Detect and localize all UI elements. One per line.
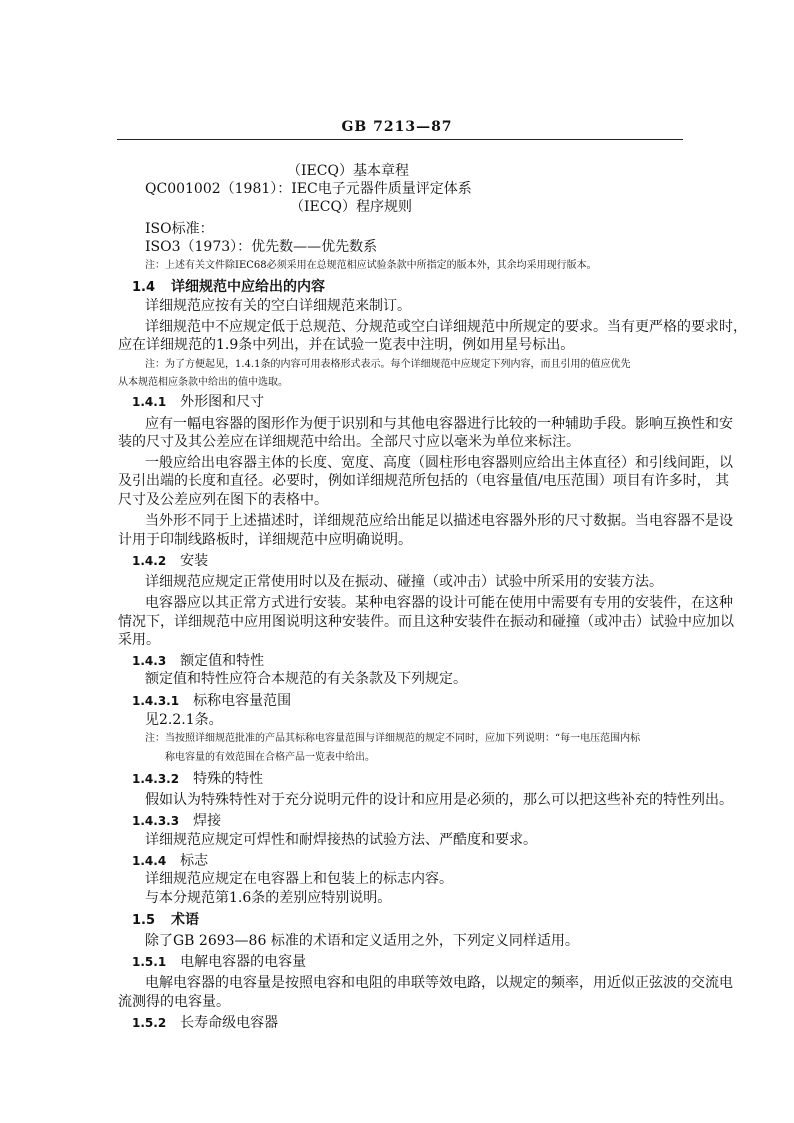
section-heading [132, 652, 264, 670]
section-number: 1.4.4 [132, 854, 167, 868]
paragraph-line: 电容器应以其正常方式进行安装。某种电容器的设计可能在使用中需要有专用的安装件，在这种 [145, 595, 733, 611]
section-title: 标志 [180, 853, 209, 869]
header-rule [117, 139, 683, 140]
section-title: 电解电容器的电容量 [180, 954, 307, 970]
paragraph-line: 及引出端的长度和直径。必要时，例如详细规范所包括的（电容量值/电压范围）项目有许多时， 其 [118, 473, 730, 489]
note-text: 注：为了方便起见，1.4.1条的内容可用表格形式表示。每个详细规范中应规定下列内容，而且引用的值应优先 [145, 359, 631, 370]
section-title: 标称电容量范围 [193, 693, 292, 709]
section-number: 1.5.1 [132, 955, 167, 969]
section-heading [132, 278, 325, 297]
ref-line: QC001002（1981）：IEC电子元器件质量评定体系 [145, 181, 472, 197]
section-number: 1.5 [132, 913, 156, 928]
section-title: 安装 [180, 553, 209, 569]
section-title: 焊接 [193, 813, 222, 829]
page-header: GB 7213—87 [341, 119, 453, 135]
paragraph-line: 尺寸及公差应列在图下的表格中。 [118, 492, 328, 508]
section-title: 详细规范中应给出的内容 [171, 279, 326, 295]
section-heading [132, 852, 208, 870]
paragraph-line: 详细规范应按有关的空白详细规范来制订。 [145, 298, 411, 314]
paragraph-line: 额定值和特性应符合本规范的有关条款及下列规定。 [145, 671, 467, 687]
note-text: 注：当按照详细规范批准的产品其标称电容量范围与详细规范的规定不同时，应加下列说明：“每一电压范围内标 [145, 733, 641, 744]
section-title: 长寿命级电容器 [180, 1015, 279, 1031]
paragraph-line: 装的尺寸及其公差应在详细规范中给出。全部尺寸应以毫米为单位来标注。 [118, 434, 580, 450]
section-number: 1.4.3.1 [132, 694, 180, 708]
section-title: 特殊的特性 [193, 771, 264, 787]
section-title: 术语 [171, 912, 200, 928]
paragraph-line: 详细规范应规定在电容器上和包装上的标志内容。 [145, 871, 453, 887]
section-heading [132, 393, 264, 411]
paragraph-line: 情况下，详细规范中应用图说明这种安装件。而且这种安装件在振动和碰撞（或冲击）试验中应加以 [118, 614, 734, 630]
section-title: 外形图和尺寸 [180, 394, 265, 410]
paragraph-line: 除了GB 2693—86 标准的术语和定义适用之外，下列定义同样适用。 [145, 933, 579, 949]
section-heading [132, 692, 291, 710]
section-heading [132, 911, 199, 930]
paragraph-line: 采用。 [118, 632, 160, 648]
paragraph-line: 详细规范应规定正常使用时以及在振动、碰撞（或冲击）试验中所采用的安装方法。 [145, 574, 663, 590]
section-number: 1.4 [132, 280, 156, 295]
note-text: 从本规范相应条款中给出的值中选取。 [118, 377, 288, 388]
paragraph-line: 一般应给出电容器主体的长度、宽度、高度（圆柱形电容器则应给出主体直径）和引线间距，以 [145, 455, 733, 471]
note-text: 称电容量的有效范围在合格产品一览表中给出。 [165, 752, 375, 763]
ref-line: ISO标准： [145, 221, 214, 237]
ref-line: （IECQ）基本章程 [287, 163, 409, 179]
paragraph-line: 流测得的电容量。 [118, 994, 230, 1010]
paragraph-line: 计用于印制线路板时，详细规范中应明确说明。 [118, 532, 412, 548]
section-heading [132, 812, 221, 830]
paragraph-line: 假如认为特殊特性对于充分说明元件的设计和应用是必须的，那么可以把这些补充的特性列出。 [145, 792, 733, 808]
paragraph-line: 应有一幅电容器的图形作为便于识别和与其他电容器进行比较的一种辅助手段。影响互换性和安 [145, 416, 733, 432]
paragraph-line: 电解电容器的电容量是按照电容和电阻的串联等效电路，以规定的频率，用近似正弦波的交流电 [145, 975, 733, 991]
section-title: 额定值和特性 [180, 653, 265, 669]
section-heading [132, 953, 306, 971]
note-text: 注：上述有关文件除IEC68必须采用在总规范相应试验条款中所指定的版本外，其余均采用现行版本。 [145, 260, 597, 271]
paragraph-line: 与本分规范第1.6条的差别应特别说明。 [145, 890, 392, 906]
section-heading [132, 1014, 278, 1032]
ref-line: ISO3（1973）：优先数——优先数系 [145, 239, 378, 255]
section-number: 1.4.3.3 [132, 814, 180, 828]
section-number: 1.4.1 [132, 395, 167, 409]
section-heading [132, 552, 208, 570]
paragraph-line: 应在详细规范的1.9条中列出，并在试验一览表中注明，例如用星号标出。 [118, 337, 575, 353]
ref-line: （IECQ）程序规则 [290, 199, 412, 215]
paragraph-line: 详细规范中不应规定低于总规范、分规范或空白详细规范中所规定的要求。当有更严格的要求时， [145, 319, 747, 335]
section-number: 1.4.3.2 [132, 772, 180, 786]
section-number: 1.5.2 [132, 1016, 167, 1030]
paragraph-line: 当外形不同于上述描述时，详细规范应给出能足以描述电容器外形的尺寸数据。当电容器不是设 [145, 513, 733, 529]
section-number: 1.4.3 [132, 654, 167, 668]
section-heading [132, 770, 263, 788]
paragraph-line: 见2.2.1条。 [145, 712, 223, 728]
section-number: 1.4.2 [132, 554, 167, 568]
paragraph-line: 详细规范应规定可焊性和耐焊接热的试验方法、严酷度和要求。 [145, 832, 537, 848]
